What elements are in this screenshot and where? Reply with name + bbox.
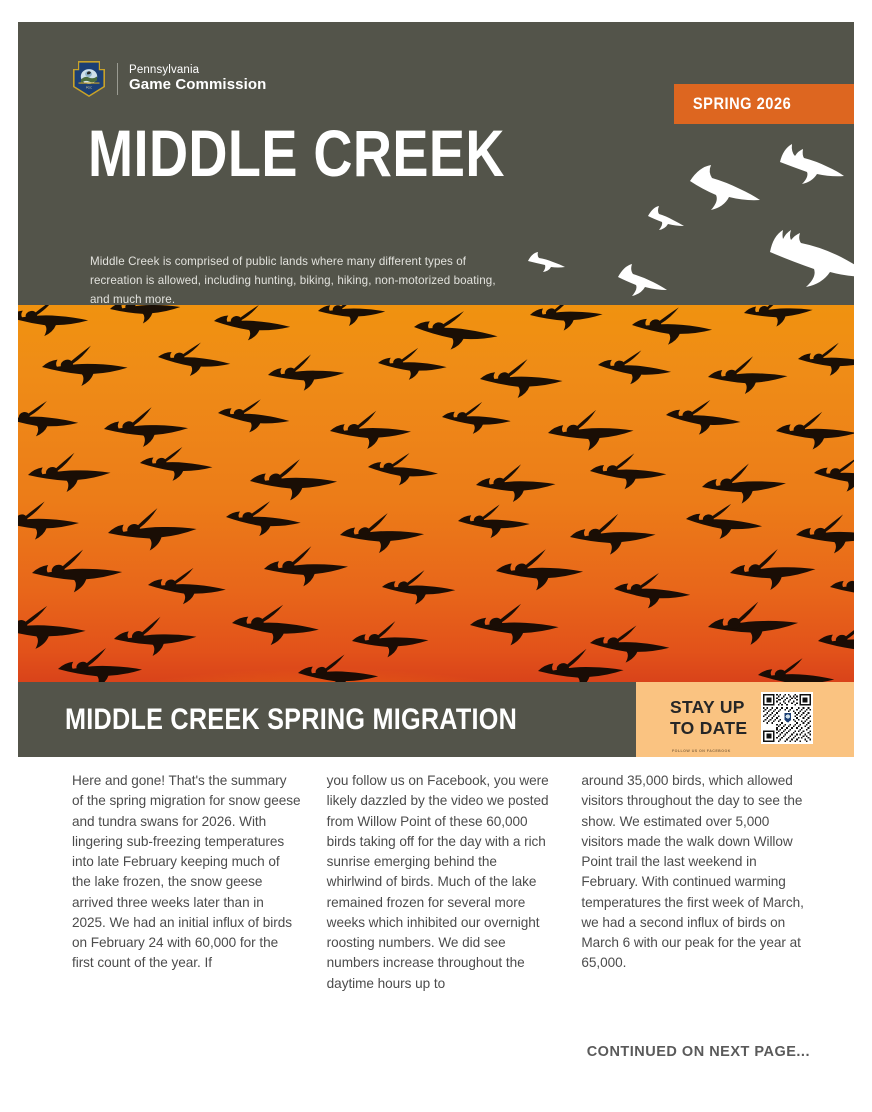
qr-code-icon[interactable] [761, 692, 813, 744]
article-body [72, 771, 810, 994]
hero-photo-illustration [18, 305, 854, 682]
header-description: Middle Creek is comprised of public lands where many different types of recreation is allowed, including hunting, biking, hiking, non-motorized boating, and much more. [90, 255, 496, 305]
hero-photo [18, 305, 854, 682]
masthead-title: MIDDLE CREEK [88, 116, 505, 190]
logo-wordmark [129, 64, 266, 94]
stay-up-to-date-box[interactable] [636, 682, 854, 757]
continued-label: CONTINUED ON NEXT PAGE... [586, 1044, 810, 1060]
season-badge-label: SPRING 2026 [692, 94, 792, 113]
stay-up-line-2: TO DATE [670, 718, 748, 738]
flying-geese-silhouettes-icon [518, 134, 854, 305]
stay-up-to-date-content [670, 692, 813, 744]
pgc-logo-lockup [72, 60, 266, 98]
follow-us-note: FOLLOW US ON FACEBOOK [672, 749, 731, 753]
article-column-3: around 35,000 birds, which allowed visitors throughout the day to see the show. We estimated over 5,000 visitors made the walk down Willow Point trail the last weekend in February. With continued warming temperatures the first week of March, we had a second influx of birds on March 6 with our peak for the year at 65,000. [581, 773, 804, 971]
keystone-badge-icon [72, 60, 106, 98]
stay-up-to-date-label [670, 697, 747, 740]
org-name-line2: Game Commission [129, 76, 267, 94]
feature-headline-bar [18, 682, 636, 757]
feature-headline: MIDDLE CREEK SPRING MIGRATION [65, 702, 518, 736]
header-band [18, 22, 854, 305]
qr-code-graphic [763, 694, 811, 742]
org-name-line1: Pennsylvania [129, 64, 200, 77]
stay-up-line-1: STAY UP [670, 696, 745, 717]
season-badge [674, 84, 854, 124]
article-column-2: you follow us on Facebook, you were likely dazzled by the video we posted from Willow Point of these 60,000 birds taking off for the day with a rich sunrise emerging behind the whirlwind of birds. Much of the lake remained frozen for several more weeks which inhibited our overnight roosting numbers. We did see numbers increase throughout the daytime hours up to [326, 773, 549, 991]
article-column-1: Here and gone! That's the summary of the spring migration for snow geese and tundra swans for 2026. With lingering sub-freezing temperatures into late February keeping much of the lake frozen, the snow geese arrived three weeks later than in 2025. We had an initial influx of birds on February 24 with 60,000 for the first count of the year. If [72, 773, 301, 971]
logo-divider [117, 63, 118, 95]
svg-text:PGC: PGC [85, 85, 93, 90]
